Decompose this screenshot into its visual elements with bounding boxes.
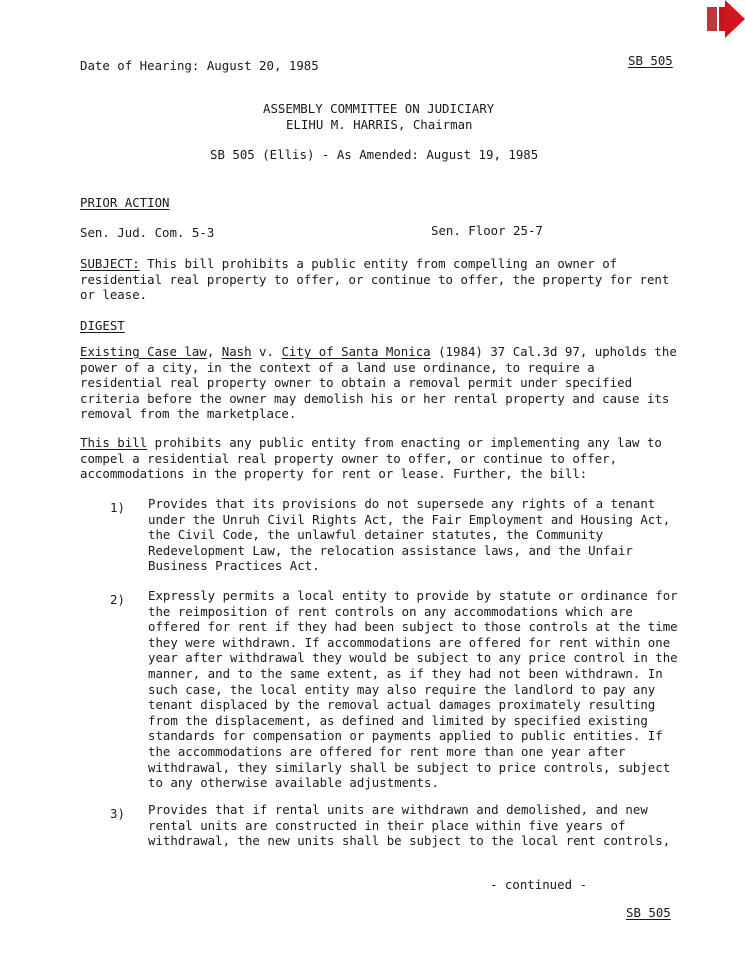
- subject-label: SUBJECT:: [80, 256, 140, 271]
- hearing-date: Date of Hearing: August 20, 1985: [80, 58, 319, 73]
- existing-law-paragraph: Existing Case law, Nash v. City of Santa Monica (1984) 37 Cal.3d 97, upholds the power of a city, in the context of a land use ordinance, to require a residential real property owner to obtain a removal permit under specified criteria before the owner may demolish his or her rental property and cause its removal from the marketplace.: [80, 344, 677, 422]
- continued-marker: - continued -: [490, 877, 587, 892]
- existing-line: criteria before the owner may demolish his or her rental property and cause its: [80, 390, 670, 406]
- list-item: Expressly permits a local entity to provide by statute or ordinance for the reimposition of rent controls on any accommodations which are offered for rent if they had been subject to those controls at the time they were withdrawn. If accommodations are offered for rent within one year after withdrawal they would be subject to any price control in the manner, and to the same extent, as if they had not been withdrawn. In such case, the local entity may also require the landlord to pay any tenant displaced by the removal actual damages proximately resulting from the displacement, as defined and limited by specified existing standards for compensation or payments applied to public entities. If the accommodations are offered for rent more than one year after withdrawal, they similarly shall be subject to price controls, subject to any otherwise available adjustments.: [148, 588, 678, 791]
- item-number: 1): [110, 500, 125, 515]
- existing-line: removal from the marketplace.: [80, 406, 297, 422]
- prior-action-heading: PRIOR ACTION: [80, 195, 170, 210]
- this-bill-line: accommodations in the property for rent or lease. Further, the bill:: [80, 466, 588, 482]
- case-party: City of Santa Monica: [281, 344, 431, 359]
- this-bill-label: This bill: [80, 435, 148, 450]
- list-item: Provides that its provisions do not supersede any rights of a tenant under the Unruh Civil Rights Act, the Fair Employment and Housing Act, the Civil Code, the unlawful detainer statutes, the Community Redevelopment Law, the relocation assistance laws, and the Unfair Business Practices Act.: [148, 496, 671, 574]
- item-number: 3): [110, 806, 125, 821]
- item-number: 2): [110, 592, 125, 607]
- bill-id-bottom: SB 505: [626, 905, 671, 920]
- case-name: Nash: [221, 344, 252, 359]
- this-bill-line: compel a residential real property owner to offer, or continue to offer,: [80, 450, 618, 466]
- this-bill-line: prohibits any public entity from enacting or implementing any law to: [147, 435, 662, 450]
- committee-vote: Sen. Jud. Com. 5-3: [80, 225, 215, 240]
- subject-line: residential real property to offer, or continue to offer, the property for rent: [80, 271, 670, 287]
- existing-line: power of a city, in the context of a land use ordinance, to require a: [80, 359, 595, 375]
- bill-amended-line: SB 505 (Ellis) - As Amended: August 19, 1985: [210, 147, 539, 162]
- committee-name: ASSEMBLY COMMITTEE ON JUDICIARY: [263, 101, 495, 116]
- existing-law-label: Existing Case law: [80, 344, 207, 359]
- arrow-right-icon: [703, 0, 745, 38]
- existing-line: residential real property owner to obtain a removal permit under specified: [80, 375, 633, 391]
- this-bill-paragraph: [80, 435, 662, 482]
- existing-line: (1984) 37 Cal.3d 97, upholds the: [430, 344, 677, 359]
- subject-section: [80, 256, 669, 303]
- floor-vote: Sen. Floor 25-7: [431, 223, 543, 238]
- subject-line: This bill prohibits a public entity from compelling an owner of: [139, 256, 618, 271]
- bill-id-top: SB 505: [628, 53, 673, 68]
- subject-line: or lease.: [80, 287, 148, 303]
- list-item: Provides that if rental units are withdrawn and demolished, and new rental units are constructed in their place within five years of withdrawal, the new units shall be subject to the local rent controls,: [148, 802, 671, 849]
- digest-heading: DIGEST: [80, 318, 125, 333]
- chairman-name: ELIHU M. HARRIS, Chairman: [286, 117, 473, 132]
